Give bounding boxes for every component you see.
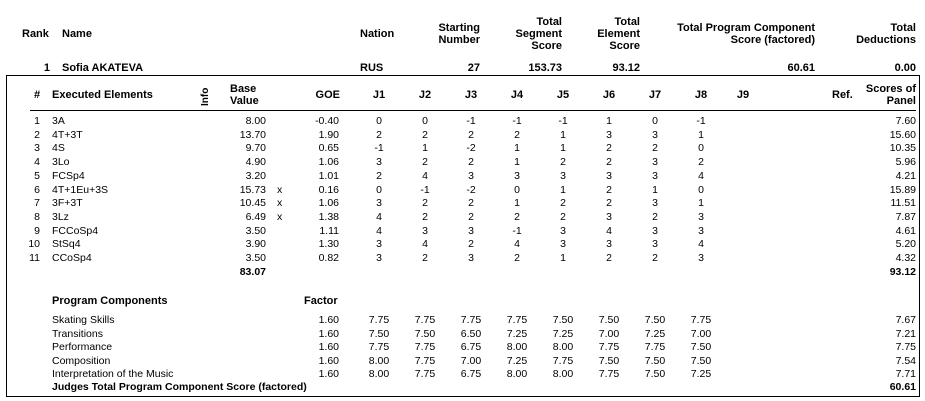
component-factor: 1.60 — [318, 314, 339, 326]
starting-number-header: Starting Number — [438, 22, 480, 46]
element-number: 3 — [34, 142, 40, 155]
total-element-score-header: Total Element Score — [597, 16, 640, 52]
element-judge-5-score: 1 — [560, 252, 566, 264]
element-judge-8-score: 2 — [698, 156, 704, 169]
component-judge-5-score: 7.25 — [552, 327, 574, 340]
element-judge-4-score: 2 — [514, 128, 520, 141]
element-base-value: 3.50 — [245, 252, 266, 264]
element-judge-6-score: 3 — [606, 169, 612, 182]
component-judge-2-score: 7.75 — [414, 368, 436, 380]
element-judge-4-score: 4 — [514, 238, 520, 251]
element-judge-1-score: 4 — [376, 224, 382, 237]
element-judge-6-score: 3 — [606, 128, 612, 141]
element-judge-2-score: 3 — [422, 224, 428, 237]
judge-2-header: J2 — [418, 89, 432, 101]
element-judge-6-score: 2 — [606, 197, 612, 210]
judge-9-header: J9 — [736, 89, 750, 101]
element-base-value: 9.70 — [245, 142, 266, 155]
element-goe: 1.11 — [319, 224, 339, 237]
element-number: 7 — [34, 197, 40, 210]
element-judge-1-score: -1 — [374, 142, 384, 155]
element-goe: -0.40 — [315, 115, 339, 127]
element-base-value: 8.00 — [245, 115, 266, 127]
element-judge-4-score: -1 — [512, 115, 522, 127]
element-goe: 0.82 — [318, 252, 339, 264]
element-judge-3-score: 2 — [468, 156, 474, 169]
component-judge-3-score: 6.50 — [460, 327, 482, 340]
judges-total-pcs-value: 60.61 — [889, 381, 916, 393]
skater-total-element-score: 93.12 — [612, 62, 640, 74]
element-number: 9 — [34, 224, 40, 237]
goe-header: GOE — [315, 89, 340, 101]
element-judge-8-score: 0 — [698, 142, 704, 155]
judges-total-pcs-label: Judges Total Program Component Score (factored) — [52, 381, 307, 393]
element-number: 1 — [34, 115, 40, 127]
element-judge-4-score: 1 — [514, 156, 520, 169]
info-header: Info — [200, 87, 211, 106]
element-base-value: 3.50 — [245, 224, 266, 237]
element-judge-1-score: 3 — [376, 238, 382, 251]
component-name: Composition — [52, 354, 111, 367]
element-judge-6-score: 2 — [606, 142, 612, 155]
judge-7-header: J7 — [648, 89, 662, 101]
panel-score-total: 93.12 — [889, 266, 916, 278]
element-number: 2 — [34, 128, 40, 141]
total-segment-score-header: Total Segment Score — [515, 16, 562, 52]
component-judge-6-score: 7.00 — [598, 327, 620, 340]
element-base-value: 6.49 — [245, 210, 266, 223]
element-judge-3-score: 3 — [468, 169, 474, 182]
element-panel-score: 4.32 — [895, 252, 916, 264]
element-name: 3F+3T — [52, 197, 83, 210]
element-judge-7-score: 2 — [652, 142, 658, 155]
element-goe: 0.16 — [318, 183, 339, 196]
element-bonus-marker: x — [277, 183, 283, 196]
skater-nation: RUS — [360, 62, 384, 74]
element-judge-7-score: 3 — [652, 156, 658, 169]
component-judge-5-score: 7.50 — [552, 314, 574, 326]
element-judge-7-score: 3 — [652, 197, 658, 210]
element-judge-1-score: 3 — [376, 156, 382, 169]
component-judge-8-score: 7.75 — [690, 314, 712, 326]
component-judge-8-score: 7.50 — [690, 341, 712, 353]
component-judge-4-score: 8.00 — [506, 341, 528, 353]
element-panel-score: 15.89 — [889, 183, 916, 196]
component-judge-1-score: 8.00 — [368, 368, 390, 380]
element-panel-score: 4.21 — [895, 169, 916, 182]
element-name: FCSp4 — [52, 169, 85, 182]
element-judge-1-score: 4 — [376, 210, 382, 223]
element-panel-score: 5.96 — [895, 156, 916, 169]
element-judge-6-score: 3 — [606, 238, 612, 251]
skater-tpcs: 60.61 — [787, 62, 815, 74]
element-goe: 1.90 — [318, 128, 339, 141]
element-num-header: # — [34, 89, 41, 101]
element-judge-7-score: 2 — [652, 210, 658, 223]
element-name: 4S — [52, 142, 65, 155]
element-judge-2-score: 2 — [422, 252, 428, 264]
element-judge-5-score: 2 — [560, 197, 566, 210]
component-judge-1-score: 7.50 — [368, 327, 390, 340]
component-panel-score: 7.54 — [895, 354, 916, 367]
tpcs-header: Total Program Component Score (factored) — [677, 22, 815, 46]
element-name: 4T+1Eu+3S — [52, 183, 109, 196]
element-name: 3A — [52, 115, 65, 127]
judge-6-header: J6 — [602, 89, 616, 101]
element-base-value: 10.45 — [239, 197, 266, 210]
component-judge-7-score: 7.50 — [644, 314, 666, 326]
element-judge-7-score: 0 — [652, 115, 658, 127]
element-judge-1-score: 3 — [376, 197, 382, 210]
component-judge-1-score: 7.75 — [368, 341, 390, 353]
element-judge-5-score: 3 — [560, 224, 566, 237]
component-judge-6-score: 7.75 — [598, 341, 620, 353]
element-judge-2-score: 4 — [422, 169, 428, 182]
element-bonus-marker: x — [277, 210, 283, 223]
component-judge-3-score: 7.75 — [460, 314, 482, 326]
element-judge-8-score: 4 — [698, 238, 704, 251]
element-judge-5-score: 2 — [560, 210, 566, 223]
element-judge-3-score: -1 — [466, 115, 476, 127]
component-judge-7-score: 7.75 — [644, 341, 666, 353]
element-judge-2-score: 4 — [422, 238, 428, 251]
component-judge-5-score: 8.00 — [552, 341, 574, 353]
element-number: 11 — [29, 252, 40, 264]
component-panel-score: 7.75 — [895, 341, 916, 353]
scores-of-panel-header: Scores of Panel — [865, 83, 916, 107]
element-judge-4-score: 1 — [514, 142, 520, 155]
element-base-value: 4.90 — [245, 156, 266, 169]
element-judge-3-score: 2 — [468, 210, 474, 223]
element-base-value: 3.90 — [245, 238, 266, 251]
element-judge-8-score: 3 — [698, 210, 704, 223]
element-judge-8-score: 3 — [698, 224, 704, 237]
element-judge-4-score: 2 — [514, 252, 520, 264]
element-judge-5-score: 1 — [560, 128, 566, 141]
element-judge-7-score: 3 — [652, 238, 658, 251]
element-judge-5-score: -1 — [558, 115, 568, 127]
element-panel-score: 10.35 — [889, 142, 916, 155]
skater-rank: 1 — [43, 62, 50, 74]
element-judge-2-score: 2 — [422, 128, 428, 141]
header-divider — [30, 110, 916, 111]
element-judge-5-score: 1 — [560, 142, 566, 155]
element-judge-1-score: 2 — [376, 128, 382, 141]
component-name: Performance — [52, 341, 113, 353]
skater-name: Sofia AKATEVA — [62, 62, 144, 74]
element-judge-1-score: 0 — [376, 183, 382, 196]
element-number: 10 — [28, 238, 40, 251]
element-panel-score: 11.51 — [890, 197, 916, 210]
nation-header: Nation — [360, 28, 395, 40]
component-judge-6-score: 7.50 — [598, 354, 620, 367]
component-judge-6-score: 7.75 — [598, 368, 620, 380]
ref-header: Ref. — [832, 89, 853, 101]
element-judge-1-score: 2 — [376, 169, 382, 182]
component-judge-4-score: 7.25 — [506, 327, 528, 340]
component-judge-2-score: 7.75 — [414, 314, 436, 326]
element-judge-6-score: 2 — [606, 183, 612, 196]
element-judge-2-score: 1 — [422, 142, 428, 155]
element-name: StSq4 — [52, 238, 81, 251]
element-goe: 0.65 — [318, 142, 339, 155]
base-value-header: Base Value — [230, 83, 259, 107]
component-judge-2-score: 7.50 — [414, 327, 436, 340]
judge-1-header: J1 — [372, 89, 386, 101]
component-factor: 1.60 — [318, 327, 339, 340]
element-bonus-marker: x — [277, 197, 283, 210]
element-judge-8-score: 1 — [698, 128, 704, 141]
component-judge-7-score: 7.50 — [644, 368, 666, 380]
rank-header: Rank — [22, 28, 49, 40]
element-judge-3-score: 3 — [468, 224, 474, 237]
element-judge-2-score: -1 — [420, 183, 430, 196]
element-judge-2-score: 2 — [422, 210, 428, 223]
judge-4-header: J4 — [510, 89, 524, 101]
element-goe: 1.06 — [318, 197, 339, 210]
element-judge-3-score: 2 — [468, 128, 474, 141]
component-judge-2-score: 7.75 — [414, 354, 436, 367]
component-panel-score: 7.67 — [895, 314, 916, 326]
element-number: 4 — [34, 156, 40, 169]
component-panel-score: 7.71 — [895, 368, 916, 380]
element-judge-4-score: 2 — [514, 210, 520, 223]
element-name: 4T+3T — [52, 128, 83, 141]
element-number: 5 — [34, 169, 40, 182]
component-panel-score: 7.21 — [895, 327, 916, 340]
element-judge-4-score: -1 — [512, 224, 522, 237]
element-judge-6-score: 4 — [606, 224, 612, 237]
element-name: CCoSp4 — [52, 252, 92, 264]
skater-starting-number: 27 — [467, 62, 480, 74]
element-judge-2-score: 2 — [422, 156, 428, 169]
element-judge-7-score: 3 — [652, 128, 658, 141]
element-goe: 1.38 — [318, 210, 339, 223]
element-judge-8-score: 4 — [698, 169, 704, 182]
element-judge-8-score: -1 — [696, 115, 706, 127]
element-goe: 1.30 — [318, 238, 339, 251]
element-base-value: 13.70 — [239, 128, 266, 141]
element-judge-4-score: 3 — [514, 169, 520, 182]
element-judge-8-score: 1 — [698, 197, 704, 210]
component-name: Transitions — [52, 327, 103, 340]
component-judge-8-score: 7.00 — [690, 327, 712, 340]
element-judge-3-score: 2 — [468, 238, 474, 251]
component-judge-3-score: 6.75 — [460, 368, 482, 380]
judge-3-header: J3 — [464, 89, 478, 101]
element-judge-7-score: 2 — [652, 252, 658, 264]
component-judge-3-score: 6.75 — [460, 341, 482, 353]
element-judge-7-score: 3 — [652, 224, 658, 237]
element-number: 6 — [34, 183, 40, 196]
element-judge-7-score: 1 — [652, 183, 658, 196]
element-judge-4-score: 1 — [514, 197, 520, 210]
element-panel-score: 15.60 — [889, 128, 916, 141]
element-judge-3-score: -2 — [466, 183, 476, 196]
element-panel-score: 7.87 — [895, 210, 916, 223]
element-judge-1-score: 0 — [376, 115, 382, 127]
element-goe: 1.01 — [318, 169, 339, 182]
component-judge-5-score: 8.00 — [552, 368, 574, 380]
component-judge-6-score: 7.50 — [598, 314, 620, 326]
judge-5-header: J5 — [556, 89, 570, 101]
executed-elements-header: Executed Elements — [52, 89, 153, 101]
name-header: Name — [62, 28, 92, 40]
component-judge-8-score: 7.25 — [690, 368, 712, 380]
component-factor: 1.60 — [318, 354, 339, 367]
element-judge-7-score: 3 — [652, 169, 658, 182]
judge-8-header: J8 — [694, 89, 708, 101]
element-name: FCCoSp4 — [52, 224, 99, 237]
element-panel-score: 4.61 — [895, 224, 916, 237]
element-judge-6-score: 1 — [606, 115, 612, 127]
element-judge-3-score: 2 — [468, 197, 474, 210]
component-judge-8-score: 7.50 — [690, 354, 712, 367]
component-judge-1-score: 7.75 — [368, 314, 390, 326]
factor-header: Factor — [304, 295, 338, 307]
component-judge-4-score: 7.75 — [506, 314, 528, 326]
element-goe: 1.06 — [318, 156, 339, 169]
element-judge-6-score: 3 — [606, 210, 612, 223]
component-judge-7-score: 7.25 — [644, 327, 666, 340]
component-factor: 1.60 — [318, 341, 339, 353]
component-judge-2-score: 7.75 — [414, 341, 436, 353]
element-judge-2-score: 0 — [422, 115, 428, 127]
element-judge-5-score: 2 — [560, 156, 566, 169]
component-name: Interpretation of the Music — [52, 368, 174, 380]
element-base-value: 15.73 — [239, 183, 266, 196]
element-panel-score: 5.20 — [895, 238, 916, 251]
total-deductions-header: Total Deductions — [856, 22, 916, 46]
element-judge-2-score: 2 — [422, 197, 428, 210]
element-judge-3-score: 3 — [468, 252, 474, 264]
element-judge-5-score: 1 — [560, 183, 566, 196]
skater-total-deductions: 0.00 — [894, 62, 916, 74]
component-judge-4-score: 7.25 — [506, 354, 528, 367]
element-panel-score: 7.60 — [895, 115, 916, 127]
component-judge-1-score: 8.00 — [368, 354, 390, 367]
element-judge-8-score: 3 — [698, 252, 704, 264]
element-number: 8 — [34, 210, 40, 223]
component-name: Skating Skills — [52, 314, 115, 326]
component-judge-3-score: 7.00 — [460, 354, 482, 367]
element-judge-1-score: 3 — [376, 252, 382, 264]
base-value-total: 83.07 — [239, 266, 266, 278]
element-judge-6-score: 2 — [606, 252, 612, 264]
component-factor: 1.60 — [318, 368, 339, 380]
element-base-value: 3.20 — [245, 169, 266, 182]
component-judge-5-score: 7.75 — [552, 354, 574, 367]
element-judge-5-score: 3 — [560, 169, 566, 182]
element-name: 3Lo — [52, 156, 70, 169]
component-judge-4-score: 8.00 — [506, 368, 528, 380]
element-judge-8-score: 0 — [698, 183, 704, 196]
program-components-title: Program Components — [52, 295, 168, 307]
element-judge-3-score: -2 — [466, 142, 476, 155]
skater-total-segment-score: 153.73 — [528, 62, 562, 74]
element-judge-4-score: 0 — [514, 183, 520, 196]
element-name: 3Lz — [52, 210, 69, 223]
element-judge-5-score: 3 — [560, 238, 566, 251]
component-judge-7-score: 7.50 — [644, 354, 666, 367]
element-judge-6-score: 2 — [606, 156, 612, 169]
